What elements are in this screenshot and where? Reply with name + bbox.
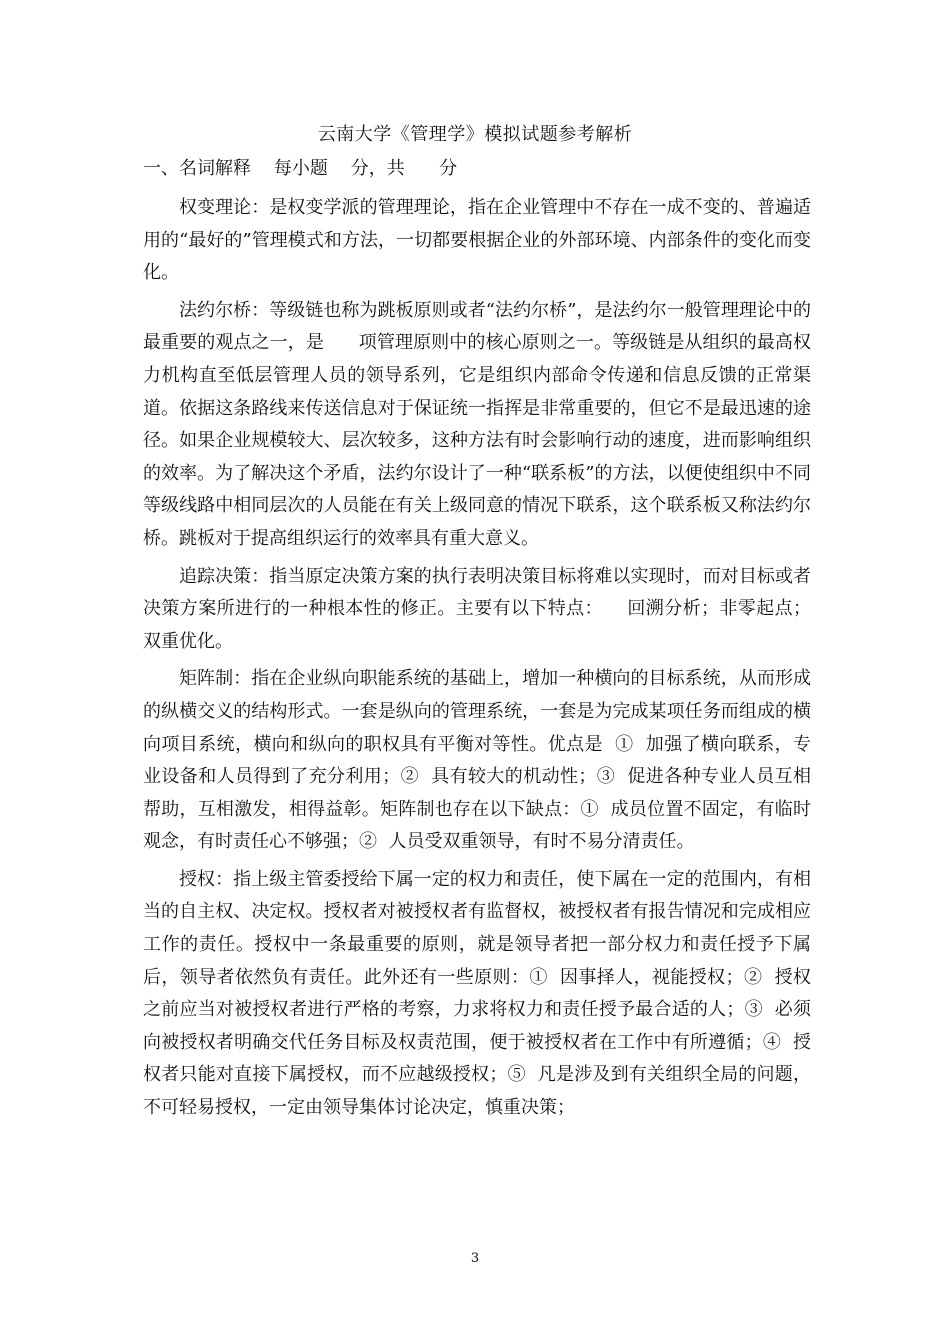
paragraph-delegation: 授权：指上级主管委授给下属一定的权力和责任，使下属在一定的范围内，有相当的自主权、决定权。授权者对被授权者有监督权，被授权者有报告情况和完成相应工作的责任。授权中一条最重要的原则，就是领导者把一部分权力和责任授予下属后，领导者依然负有责任。此外还有一些原则：① 因事择人，视能授权；② 授权之前应当对被授权者进行严格的考察，力求将权力和责任授予最合适的人；③ 必须向被授权者明确交代任务目标及权责范围，便于被授权者在工作中有所遵循；④ 授权者只能对直接下属授权，而不应越级授权；⑤ 凡是涉及到有关组织全局的问题，不可轻易授权，一定由领导集体讨论决定，慎重决策； <box>143 868 811 1119</box>
paragraph-matrix-structure: 矩阵制：指在企业纵向职能系统的基础上，增加一种横向的目标系统，从而形成的纵横交义的结构形式。一套是纵向的管理系统，一套是为完成某项任务而组成的横向项目系统，横向和纵向的职权具有平衡对等性。优点是 ① 加强了横向联系，专业设备和人员得到了充分利用；② 具有较大的机动性；③ 促进各种专业人员互相帮助，互相激发，相得益彰。矩阵制也存在以下缺点：① 成员位置不固定，有临时观念，有时责任心不够强；② 人员受双重领导，有时不易分清责任。 <box>143 668 811 853</box>
paragraph-tracking-decision: 追踪决策：指当原定决策方案的执行表明决策目标将难以实现时，而对目标或者决策方案所进行的一种根本性的修正。主要有以下特点： 回溯分析；非零起点； 双重优化。 <box>143 565 834 652</box>
paragraph-contingency-theory: 权变理论：是权变学派的管理理论，指在企业管理中不存在一成不变的、普遍适用的“最好的”管理模式和方法，一切都要根据企业的外部环境、内部条件的变化而变化。 <box>143 197 811 284</box>
page-number: 3 <box>470 1251 480 1266</box>
section-heading: 一、名词解释 每小题 分，共 分 <box>143 158 458 179</box>
paragraph-fayol-bridge: 法约尔桥：等级链也称为跳板原则或者“法约尔桥”，是法约尔一般管理理论中的最重要的观点之一，是 项管理原则中的核心原则之一。等级链是从组织的最高权力机构直至低层管理人员的领导系列，它是组织内部命令传递和信息反馈的正常渠道。依据这条路线来传送信息对于保证统一指挥是非常重要的，但它不是最迅速的途径。如果企业规模较大、层次较多，这种方法有时会影响行动的速度，进而影响组织的效率。为了解决这个矛盾，法约尔设计了一种“联系板”的方法，以便使组织中不同等级线路中相同层次的人员能在有关上级同意的情况下联系，这个联系板又称法约尔桥。跳板对于提高组织运行的效率具有重大意义。 <box>143 299 811 549</box>
document-title: 云南大学《管理学》模拟试题参考解析 <box>317 124 633 145</box>
document-body <box>143 192 834 1130</box>
